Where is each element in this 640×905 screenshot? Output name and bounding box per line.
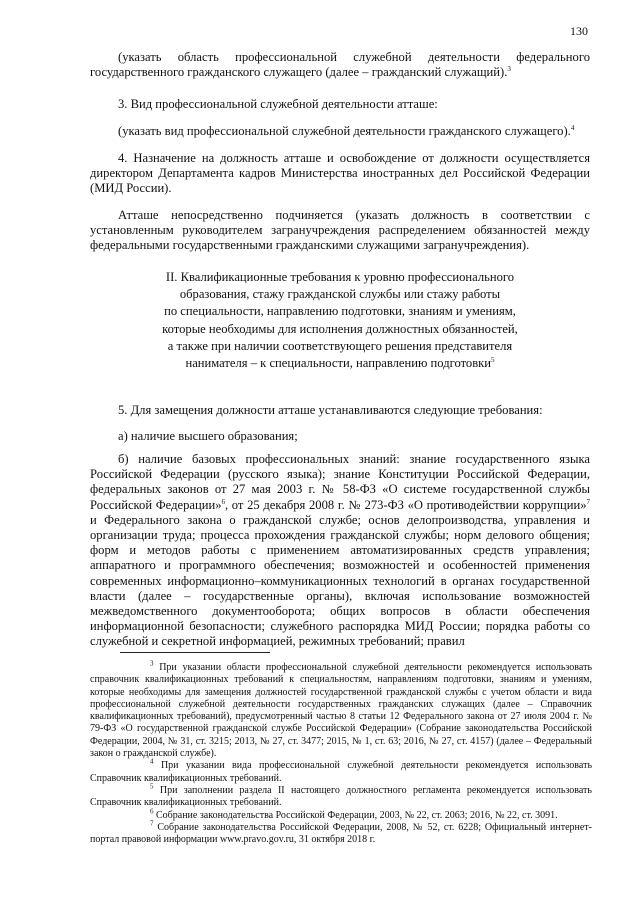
footnote-separator bbox=[120, 652, 270, 653]
footnote-ref-6: 6 bbox=[221, 497, 225, 506]
paragraph-area-of-activity bbox=[90, 50, 590, 80]
footnote-mark-7: 7 bbox=[150, 819, 154, 828]
requirement-a bbox=[90, 429, 590, 444]
footnote-6 bbox=[90, 807, 592, 822]
requirement-b-part-2: , от 25 декабря 2008 г. № 273-ФЗ «О противодействии коррупции» bbox=[225, 497, 587, 512]
paragraph-type-of-activity bbox=[90, 97, 590, 112]
paragraph-4-text: 4. Назначение на должность атташе и освобождение от должности осуществляется директором Департамента кадров Министерства иностранных дел Российской Федерации (МИД России). bbox=[90, 151, 590, 196]
footnote-3-text: При указании области профессиональной служебной деятельности рекомендуется использовать справочник квалификационных требований к специальностям, направлениям подготовки, знаниям и умениям, которые необходимы для замещения должностей государственной гражданской службы с учетом области и вида профессиональной служебной деятельности государственных гражданских служащих (далее – Справочник квалификационных требований), предусмотренный частью 8 статьи 12 Федерального закона от 27 июля 2004 г. № 79-ФЗ «О государственной гражданской службе Российской Федерации» (Собрание законодательства Российской Федерации, 2004, № 31, ст. 3215; 2013, № 27, ст. 3477; 2015, № 1, ст. 63; 2016, № 27, ст. 4157) (далее – Федеральный закон о гражданской службе). bbox=[90, 662, 592, 760]
paragraph-appointment bbox=[90, 151, 590, 197]
paragraph-3-text: (указать вид профессиональной служебной деятельности гражданского служащего). bbox=[118, 124, 571, 138]
footnote-4-text: При указании вида профессиональной служебной деятельности рекомендуется использовать Справочник квалификационных требований. bbox=[90, 760, 592, 784]
footnote-7-text: Собрание законодательства Российской Федерации, 2008, № 52, ст. 6228; Официальный интернет-портал правовой информации www.pravo.gov.ru, 31 октября 2018 г. bbox=[90, 821, 592, 846]
section-heading-line bbox=[130, 355, 550, 372]
section-heading-line: по специальности, направлению подготовки, знаниям и умениям, bbox=[164, 304, 516, 319]
footnote-mark-3: 3 bbox=[150, 659, 154, 668]
footnotes bbox=[90, 659, 592, 846]
section-heading-line-6: нанимателя – к специальности, направлению подготовки bbox=[185, 356, 492, 371]
requirement-b-part-3: и Федерального закона о гражданской службе; основ делопроизводства, управления и организации труда; процесса прохождения гражданской службы; норм делового общения; форм и методов работы с применением автоматизированных средств управления; аппаратного и программного обеспечения; возможностей и особенностей применения современных информационно–коммуникационных технологий в органах государственной власти (далее – государственные органы), включая использование возможностей межведомственного документооборота; общих вопросов в области обеспечения информационной безопасности; служебного распорядка МИД России; порядка работы со служебной и секретной информацией, режимных требований; правил bbox=[90, 512, 590, 649]
footnote-mark-5: 5 bbox=[150, 782, 154, 791]
requirement-a-text: а) наличие высшего образования; bbox=[118, 429, 298, 443]
paragraph-text bbox=[90, 124, 590, 139]
section-heading-line: образования, стажу гражданской службы или стажу работы bbox=[179, 287, 501, 302]
paragraph-specify-type bbox=[90, 124, 590, 139]
paragraph-1-text: (указать область профессиональной служебной деятельности федерального государственного гражданского служащего (далее – гражданский служащий). bbox=[90, 50, 590, 80]
footnote-ref-7: 7 bbox=[586, 497, 590, 506]
page-number: 130 bbox=[570, 24, 588, 38]
footnote-mark-6: 6 bbox=[150, 807, 154, 816]
footnote-ref-5: 5 bbox=[491, 355, 495, 364]
section-heading-line: а также при наличии соответствующего решения представителя bbox=[167, 338, 513, 353]
requirement-5-text: 5. Для замещения должности атташе устанавливаются следующие требования: bbox=[118, 403, 543, 417]
requirement-b-part-1: б) наличие базовых профессиональных знаний: знание государственного языка Российской Федерации (русского языка); знание Конституции Российской Федерации, федеральных законов от 27 мая 2003 г. № 58-ФЗ «О системе государственной службы Российской Федерации» bbox=[90, 452, 590, 512]
footnote-7 bbox=[90, 819, 592, 847]
footnote-4 bbox=[90, 760, 592, 785]
requirement-5 bbox=[90, 403, 590, 418]
footnote-6-text: Собрание законодательства Российской Федерации, 2003, № 22, ст. 2063; 2016, № 22, ст. 3091. bbox=[153, 809, 558, 821]
footnote-5 bbox=[90, 782, 592, 810]
paragraph-5-text: Атташе непосредственно подчиняется (указать должность в соответствии с установленным руководителем загранучреждения распределением обязанностей между федеральными государственными гражданскими служащими загранучреждения). bbox=[90, 208, 590, 253]
section-heading-line: которые необходимы для исполнения должностных обязанностей, bbox=[162, 321, 518, 336]
requirement-b-text bbox=[90, 452, 590, 650]
paragraph-text bbox=[90, 50, 590, 80]
footnote-ref-3: 3 bbox=[507, 65, 511, 74]
requirement-b bbox=[90, 452, 590, 650]
section-heading bbox=[130, 269, 550, 372]
section-heading-line: II. Квалификационные требования к уровню профессионального bbox=[165, 270, 515, 284]
footnote-3 bbox=[90, 659, 592, 760]
paragraph-2-text: 3. Вид профессиональной служебной деятельности атташе: bbox=[118, 97, 438, 111]
footnote-ref-4: 4 bbox=[570, 123, 575, 132]
footnote-5-text: При заполнении раздела II настоящего должностного регламента рекомендуется использовать Справочник квалификационных требований. bbox=[90, 784, 592, 809]
paragraph-subordination bbox=[90, 208, 590, 254]
footnote-mark-4: 4 bbox=[150, 758, 154, 767]
